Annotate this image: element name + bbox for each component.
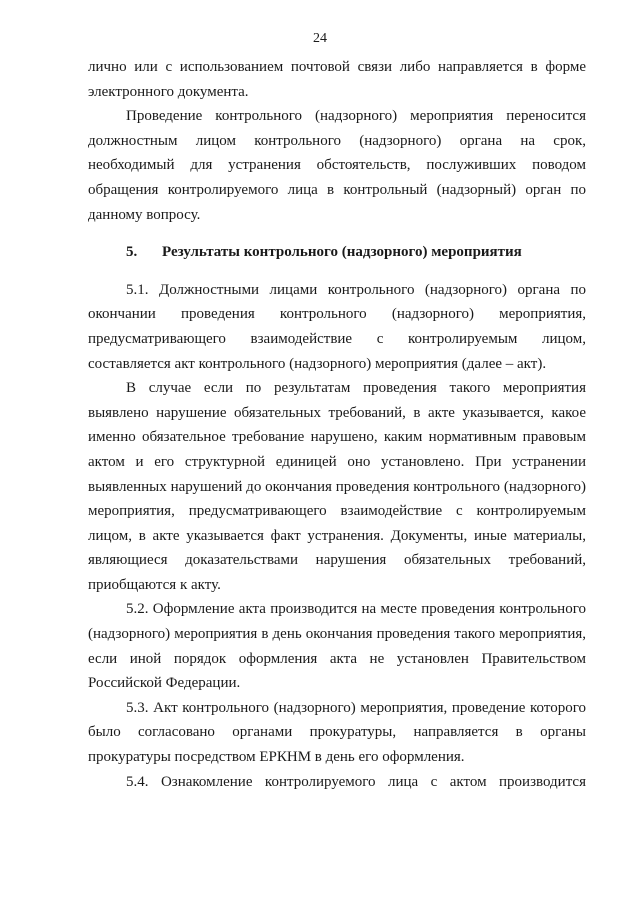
paragraph-5-1: 5.1. Должностными лицами контрольного (надзорного) органа по окончании проведения контрольного (надзорного) мероприятия, предусматривающего взаимодействие с контролируемым лицом, составляется акт контрольного (надзорного) мероприятия (далее – акт).: [88, 281, 586, 372]
paragraph-postponement: Проведение контрольного (надзорного) мероприятия переносится должностным лицом контрольного (надзорного) органа на срок, необходимый для устранения обстоятельств, послуживших поводом обращения контролируемого лица в контрольный (надзорный) орган по данному вопросу.: [88, 108, 586, 223]
section-number: 5.: [126, 244, 138, 261]
section-heading: [88, 240, 586, 265]
section-title: Результаты контрольного (надзорного) мероприятия: [162, 244, 522, 261]
paragraph-continuation: лично или с использованием почтовой связи либо направляется в форме электронного документа.: [88, 59, 586, 100]
paragraph-5-3: 5.3. Акт контрольного (надзорного) мероприятия, проведение которого было согласовано органами прокуратуры, направляется в органы прокуратуры посредством ЕРКНМ в день его оформления.: [88, 699, 586, 766]
paragraph-violations: В случае если по результатам проведения такого мероприятия выявлено нарушение обязательных требований, в акте указывается, какое именно обязательное требование нарушено, каким нормативным правовым актом и его структурной единицей оно установлено. При устранении выявленных нарушений до окончания проведения контрольного (надзорного) мероприятия, предусматривающего взаимодействие с контролируемым лицом, в акте указывается факт устранения. Документы, иные материалы, являющиеся доказательствами нарушения обязательных требований, приобщаются к акту.: [88, 380, 586, 593]
paragraph-5-4: 5.4. Ознакомление контролируемого лица с актом производится: [126, 773, 586, 790]
page-number: 24: [313, 31, 327, 46]
paragraph-5-2: 5.2. Оформление акта производится на месте проведения контрольного (надзорного) мероприятия в день окончания проведения такого мероприятия, если иной порядок оформления акта не установлен Правительством Российской Федерации.: [88, 601, 586, 692]
document-body: [88, 55, 586, 794]
